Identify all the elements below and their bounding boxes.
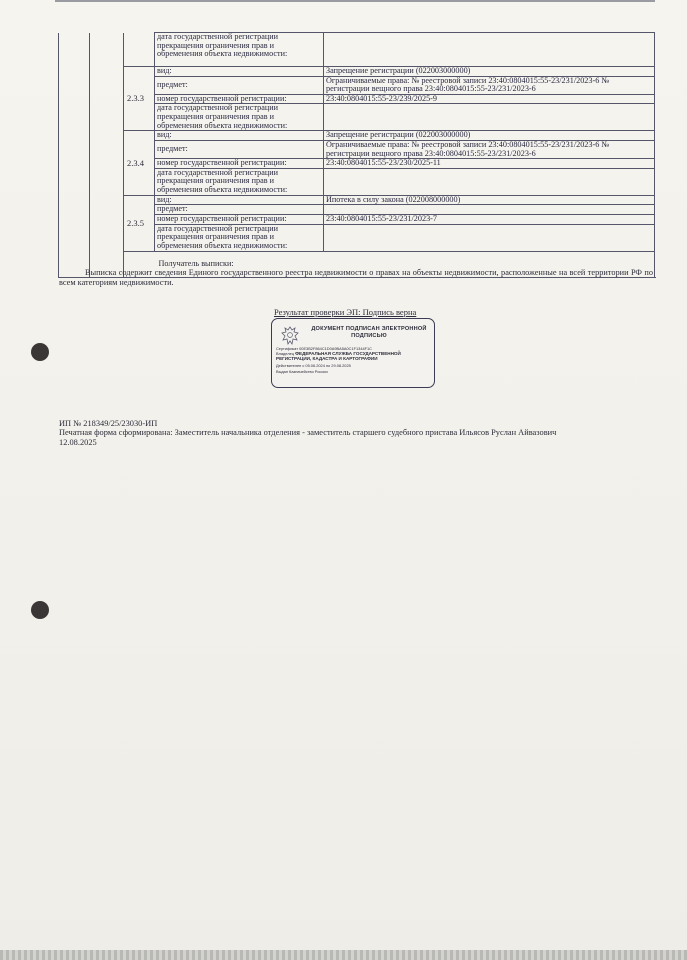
item-number: 2.3.4 [124, 131, 155, 195]
stamp-owner-prefix: Владелец [276, 351, 294, 356]
table-row [59, 195, 655, 205]
stamp-owner-continued: РЕГИСТРАЦИИ, КАДАСТРА И КАРТОГРАФИИ [276, 356, 378, 361]
row-label: предмет: [155, 76, 324, 94]
row-value: 23:40:0804015:55-23/230/2025-11 [324, 159, 655, 169]
item-number: 2.3.3 [124, 67, 155, 131]
row-label: номер государственной регистрации: [155, 159, 324, 169]
page-top-edge [55, 0, 655, 2]
item-number: 2.3.5 [124, 195, 155, 251]
row-value [324, 104, 655, 131]
row-value: 23:40:0804015:55-23/231/2023-7 [324, 214, 655, 224]
extract-note: Выписка содержит сведения Единого государственного реестра недвижимости о правах на объекты недвижимости, расположенные на всей территории РФ по всем категориям недвижимости. [59, 268, 653, 287]
row-label: дата государственной регистрации прекращения ограничения прав и обременения объекта недвижимости: [155, 104, 324, 131]
row-value: Ограничиваемые права: № реестровой записи 23:40:0804015:55-23/231/2023-6 № регистрации вещного права 23:40:0804015:55-23/231/2023-6 [324, 140, 655, 158]
punch-hole [31, 343, 49, 361]
row-label: дата государственной регистрации прекращения ограничения прав и обременения объекта недвижимости: [155, 33, 324, 67]
signature-check-result: Результат проверки ЭП: Подпись верна [274, 307, 417, 317]
row-label: вид: [155, 67, 324, 77]
row-value: Запрещение регистрации (022003000000) [324, 131, 655, 141]
row-value: Запрещение регистрации (022003000000) [324, 67, 655, 77]
table-row [59, 131, 655, 141]
row-value [324, 224, 655, 251]
row-label: предмет: [155, 205, 324, 215]
row-value: 23:40:0804015:55-23/239/2025-9 [324, 94, 655, 104]
enforcement-case-number: ИП № 218349/25/23030-ИП [59, 419, 158, 428]
punch-hole [31, 601, 49, 619]
print-form-author: Печатная форма сформирована: Заместитель начальника отделения - заместитель старшего судебного пристава Ильясов Руслан Айвазович [59, 428, 557, 437]
stamp-owner: ФЕДЕРАЛЬНАЯ СЛУЖБА ГОСУДАРСТВЕННОЙ [295, 351, 401, 356]
print-date: 12.08.2025 [59, 438, 97, 447]
row-value [324, 168, 655, 195]
stamp-certificate: Сертификат 00E3B2F864C1D0A9BA5A0C1F1344F1C [276, 346, 372, 351]
row-value: Ипотека в силу закона (022008000000) [324, 195, 655, 205]
recipient-label: Получатель выписки: [155, 251, 655, 278]
table-row [59, 33, 655, 67]
row-label: вид: [155, 195, 324, 205]
stamp-validity: Действителен с 05.06.2024 по 29.08.2025 [276, 363, 351, 368]
row-label: дата государственной регистрации прекращения ограничения прав и обременения объекта недвижимости: [155, 224, 324, 251]
coat-of-arms-icon [280, 325, 300, 347]
row-label: вид: [155, 131, 324, 141]
row-label: предмет: [155, 140, 324, 158]
stamp-issuer: Выдан Казначейство России [276, 369, 328, 374]
row-label: дата государственной регистрации прекращения ограничения прав и обременения объекта недвижимости: [155, 168, 324, 195]
table-row [59, 67, 655, 77]
row-value: Ограничиваемые права: № реестровой записи 23:40:0804015:55-23/231/2023-6 № регистрации вещного права 23:40:0804015:55-23/231/2023-6 [324, 76, 655, 94]
row-value [324, 205, 655, 215]
page-bottom-edge [0, 950, 687, 960]
electronic-signature-stamp [271, 318, 435, 388]
stamp-title: ДОКУМЕНТ ПОДПИСАН ЭЛЕКТРОННОЙ ПОДПИСЬЮ [311, 326, 427, 339]
row-label: номер государственной регистрации: [155, 214, 324, 224]
row-value [324, 33, 655, 67]
row-label: номер государственной регистрации: [155, 94, 324, 104]
encumbrance-table [58, 32, 655, 278]
